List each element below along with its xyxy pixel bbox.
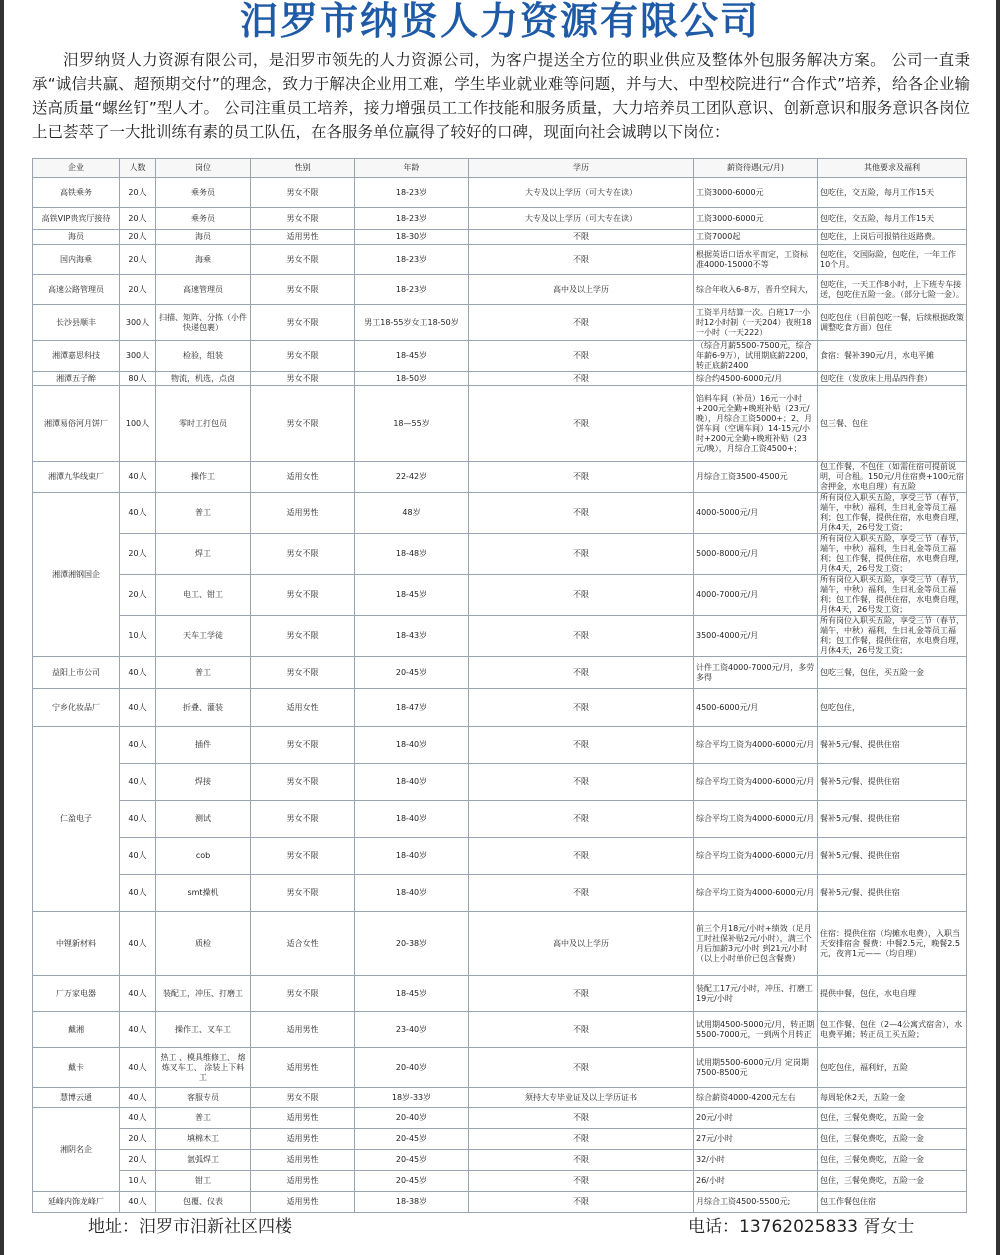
post-cell: 检验，组装 xyxy=(156,341,251,372)
salary-cell: 工资半月结算一次。白班17一小时12小时制（一天204）夜班18一小时（一天222） xyxy=(694,305,818,341)
gender-cell: 适用男性 xyxy=(251,1171,355,1192)
table-row xyxy=(33,976,967,1012)
salary-cell: 综合平均工资为4000-6000元/月 xyxy=(694,838,818,875)
table-row xyxy=(33,1129,967,1150)
gender-cell: 适用男性 xyxy=(251,1150,355,1171)
benefits-cell: 餐补5元/餐、提供住宿 xyxy=(818,801,967,838)
gender-cell: 适用女性 xyxy=(251,462,355,493)
age-cell: 18-23岁 xyxy=(355,208,469,230)
benefits-cell: 所有岗位入职买五险，享受三节（春节，端午，中秋）福利，生日礼金等员工福利；包工作餐，提供住宿，水电费自理，月休4天，26号发工资； xyxy=(818,493,967,534)
people-cell: 40人 xyxy=(120,912,156,976)
education-cell: 不限 xyxy=(469,976,694,1012)
benefits-cell: 包吃住，上岗后可报销往返路费。 xyxy=(818,230,967,245)
header-people: 人数 xyxy=(120,159,156,178)
benefits-cell: 餐补5元/餐、提供住宿 xyxy=(818,727,967,764)
education-cell: 不限 xyxy=(469,801,694,838)
table-row xyxy=(33,462,967,493)
company-cell: 戴卡 xyxy=(33,1048,120,1088)
gender-cell: 男女不限 xyxy=(251,976,355,1012)
age-cell: 22-42岁 xyxy=(355,462,469,493)
table-header-row xyxy=(33,159,967,178)
left-border xyxy=(0,0,4,1255)
people-cell: 10人 xyxy=(120,1171,156,1192)
gender-cell: 男女不限 xyxy=(251,616,355,657)
salary-cell: 综合平均工资为4000-6000元/月 xyxy=(694,801,818,838)
education-cell: 须持大专毕业证及以上学历证书 xyxy=(469,1088,694,1108)
benefits-cell: 包工作餐包住宿 xyxy=(818,1192,967,1213)
salary-cell: 27元/小时 xyxy=(694,1129,818,1150)
people-cell: 40人 xyxy=(120,801,156,838)
people-cell: 20人 xyxy=(120,178,156,208)
company-intro: 汨罗纳贤人力资源有限公司，是汨罗市领先的人力资源公司，为客户提送全方位的职业供应及整体外包服务解决方案。 公司一直秉承“诚信共赢、超预期交付”的理念，致力于解决企业用工难，学生毕业就业难等问题，并与大、中型校院进行“合作式”培养，给各企业输送高质量“螺丝钉”型人才。 公司注重员工培养，接力增强员工工作技能和服务质量，大力培养员工团队意识、创新意识和服务意识各岗位上已荟萃了一大批训练有素的员工队伍，在各服务单位赢得了较好的口碑，现面向社会诚聘以下岗位： xyxy=(32,51,970,141)
benefits-cell: 包住，三餐免费吃，五险一金 xyxy=(818,1129,967,1150)
salary-cell: 综合平均工资为4000-6000元/月 xyxy=(694,875,818,912)
benefits-cell: 每周轮休2天，五险一金 xyxy=(818,1088,967,1108)
company-cell: 长沙县顺丰 xyxy=(33,305,120,341)
age-cell: 18-40岁 xyxy=(355,801,469,838)
post-cell: 海乘 xyxy=(156,245,251,275)
table-row xyxy=(33,657,967,689)
header-gender: 性别 xyxy=(251,159,355,178)
job-table xyxy=(32,158,967,1213)
benefits-cell: 餐补5元/餐、提供住宿 xyxy=(818,875,967,912)
company-cell: 湘阴名企 xyxy=(33,1108,120,1192)
company-cell: 厂万家电器 xyxy=(33,976,120,1012)
salary-cell: 综合平均工资为4000-6000元/月 xyxy=(694,764,818,801)
header-age: 年龄 xyxy=(355,159,469,178)
table-row xyxy=(33,493,967,534)
education-cell: 不限 xyxy=(469,575,694,616)
post-cell: 普工 xyxy=(156,657,251,689)
header-salary: 薪资待遇(元/月) xyxy=(694,159,818,178)
people-cell: 20人 xyxy=(120,230,156,245)
benefits-cell: 包住，三餐免费吃，五险一金 xyxy=(818,1108,967,1129)
people-cell: 40人 xyxy=(120,838,156,875)
people-cell: 20人 xyxy=(120,534,156,575)
benefits-cell: 所有岗位入职买五险，享受三节（春节，端午，中秋）福利，生日礼金等员工福利；包工作餐，提供住宿，水电费自理，月休4天，26号发工资； xyxy=(818,575,967,616)
education-cell: 高中及以上学历 xyxy=(469,912,694,976)
right-border xyxy=(996,0,1000,1255)
education-cell: 大专及以上学历（可大专在读） xyxy=(469,208,694,230)
salary-cell: 26/小时 xyxy=(694,1171,818,1192)
gender-cell: 适用男性 xyxy=(251,493,355,534)
age-cell: 18-38岁 xyxy=(355,1192,469,1213)
gender-cell: 男女不限 xyxy=(251,1088,355,1108)
table-row xyxy=(33,1150,967,1171)
education-cell: 不限 xyxy=(469,1048,694,1088)
table-row xyxy=(33,689,967,727)
people-cell: 300人 xyxy=(120,305,156,341)
table-row xyxy=(33,801,967,838)
education-cell: 不限 xyxy=(469,764,694,801)
education-cell: 不限 xyxy=(469,341,694,372)
age-cell: 18-45岁 xyxy=(355,575,469,616)
salary-cell: 月综合工资3500-4500元 xyxy=(694,462,818,493)
people-cell: 40人 xyxy=(120,875,156,912)
company-cell: 湘潭嘉思科技 xyxy=(33,341,120,372)
benefits-cell: 提供中餐，包住，水电自理 xyxy=(818,976,967,1012)
gender-cell: 男女不限 xyxy=(251,372,355,386)
post-cell: 质检 xyxy=(156,912,251,976)
page-title: 汨罗市纳贤人力资源有限公司 xyxy=(239,0,760,43)
education-cell: 不限 xyxy=(469,1171,694,1192)
table-row xyxy=(33,275,967,305)
table-row xyxy=(33,616,967,657)
company-cell: 戴湘 xyxy=(33,1012,120,1048)
post-cell: 热工 、模具维修工、 熔炼叉车工、 涂装上下料工 xyxy=(156,1048,251,1088)
salary-cell: 4500-6000元/月 xyxy=(694,689,818,727)
company-cell: 湘潭九华线束厂 xyxy=(33,462,120,493)
gender-cell: 男女不限 xyxy=(251,875,355,912)
post-cell: 乘务员 xyxy=(156,178,251,208)
gender-cell: 男女不限 xyxy=(251,245,355,275)
education-cell: 不限 xyxy=(469,1150,694,1171)
table-row xyxy=(33,838,967,875)
salary-cell: 综合年收入6-8万，晋升空间大， xyxy=(694,275,818,305)
age-cell: 23-40岁 xyxy=(355,1012,469,1048)
people-cell: 40人 xyxy=(120,976,156,1012)
post-cell: 操作工 xyxy=(156,462,251,493)
gender-cell: 男女不限 xyxy=(251,575,355,616)
education-cell: 不限 xyxy=(469,462,694,493)
benefits-cell: 食宿：餐补390元/月，水电平摊 xyxy=(818,341,967,372)
salary-cell: 综合约4500-6000元/月 xyxy=(694,372,818,386)
people-cell: 40人 xyxy=(120,727,156,764)
post-cell: 包覆、仪表 xyxy=(156,1192,251,1213)
education-cell: 不限 xyxy=(469,875,694,912)
education-cell: 不限 xyxy=(469,372,694,386)
gender-cell: 男女不限 xyxy=(251,764,355,801)
post-cell: 折叠、灌装 xyxy=(156,689,251,727)
salary-cell: 20元/小时 xyxy=(694,1108,818,1129)
gender-cell: 男女不限 xyxy=(251,178,355,208)
age-cell: 48岁 xyxy=(355,493,469,534)
gender-cell: 适合女性 xyxy=(251,912,355,976)
header-company: 企业 xyxy=(33,159,120,178)
table-row xyxy=(33,386,967,462)
gender-cell: 男女不限 xyxy=(251,208,355,230)
benefits-cell: 包工作餐，不包住（如需住宿可提前说明，可合租。150元/月住宿费+100元宿舍押金，水电自理）有五险 xyxy=(818,462,967,493)
company-cell: 中锂新材料 xyxy=(33,912,120,976)
gender-cell: 适用男性 xyxy=(251,1012,355,1048)
post-cell: cob xyxy=(156,838,251,875)
people-cell: 40人 xyxy=(120,657,156,689)
education-cell: 不限 xyxy=(469,727,694,764)
people-cell: 20人 xyxy=(120,208,156,230)
people-cell: 20人 xyxy=(120,245,156,275)
post-cell: 零时工打包员 xyxy=(156,386,251,462)
gender-cell: 男女不限 xyxy=(251,275,355,305)
benefits-cell: 包三餐、包住 xyxy=(818,386,967,462)
salary-cell: 根据英语口语水平而定，工资标准4000-15000不等 xyxy=(694,245,818,275)
education-cell: 不限 xyxy=(469,689,694,727)
post-cell: smt操机 xyxy=(156,875,251,912)
gender-cell: 男女不限 xyxy=(251,727,355,764)
post-cell: 焊接 xyxy=(156,764,251,801)
people-cell: 40人 xyxy=(120,1012,156,1048)
salary-cell: 5000-8000元/月 xyxy=(694,534,818,575)
people-cell: 20人 xyxy=(120,1129,156,1150)
table-row xyxy=(33,1108,967,1129)
salary-cell: 4000-7000元/月 xyxy=(694,575,818,616)
education-cell: 不限 xyxy=(469,230,694,245)
people-cell: 300人 xyxy=(120,341,156,372)
age-cell: 18-23岁 xyxy=(355,275,469,305)
benefits-cell: 包吃三餐，包住，买五险一金 xyxy=(818,657,967,689)
post-cell: 物流，机选，点卤 xyxy=(156,372,251,386)
people-cell: 40人 xyxy=(120,764,156,801)
age-cell: 20-40岁 xyxy=(355,1048,469,1088)
age-cell: 18-48岁 xyxy=(355,534,469,575)
table-row xyxy=(33,178,967,208)
salary-cell: 装配工17元/小时，冲压、打磨工19元/小时 xyxy=(694,976,818,1012)
salary-cell: 工资3000-6000元 xyxy=(694,208,818,230)
benefits-cell: 包吃住，交五险，每月工作15天 xyxy=(818,208,967,230)
post-cell: 客服专员 xyxy=(156,1088,251,1108)
benefits-cell: 包吃住，交五险，每月工作15天 xyxy=(818,178,967,208)
gender-cell: 适用男性 xyxy=(251,1129,355,1150)
education-cell: 不限 xyxy=(469,1012,694,1048)
company-cell: 延峰内饰龙峰厂 xyxy=(33,1192,120,1213)
post-cell: 电工、钳工 xyxy=(156,575,251,616)
gender-cell: 适用男性 xyxy=(251,1192,355,1213)
gender-cell: 男女不限 xyxy=(251,341,355,372)
header-benefits: 其他要求及福利 xyxy=(818,159,967,178)
benefits-cell: 所有岗位入职买五险，享受三节（春节，端午，中秋）福利，生日礼金等员工福利；包工作餐，提供住宿，水电费自理，月休4天，26号发工资； xyxy=(818,534,967,575)
people-cell: 20人 xyxy=(120,1150,156,1171)
table-row xyxy=(33,875,967,912)
gender-cell: 适用女性 xyxy=(251,689,355,727)
table-row xyxy=(33,1088,967,1108)
education-cell: 不限 xyxy=(469,1129,694,1150)
people-cell: 40人 xyxy=(120,493,156,534)
salary-cell: 工资3000-6000元 xyxy=(694,178,818,208)
age-cell: 18-45岁 xyxy=(355,976,469,1012)
gender-cell: 男女不限 xyxy=(251,657,355,689)
post-cell: 天车工学徒 xyxy=(156,616,251,657)
benefits-cell: 包住，三餐免费吃，五险一金 xyxy=(818,1150,967,1171)
post-cell: 测试 xyxy=(156,801,251,838)
benefits-cell: 包工作餐、包住（2—4公寓式宿舍），水电费平摊；转正员工买五险； xyxy=(818,1012,967,1048)
post-cell: 高速管理员 xyxy=(156,275,251,305)
age-cell: 18-43岁 xyxy=(355,616,469,657)
age-cell: 20-45岁 xyxy=(355,1129,469,1150)
table-row xyxy=(33,230,967,245)
table-row xyxy=(33,1192,967,1213)
salary-cell: 前三个月18元/小时+绩效（足月工时社保补贴2元/小时），满三个月后加薪3元/小时 到21元/小时（以上小时单价已包含餐费） xyxy=(694,912,818,976)
age-cell: 18-50岁 xyxy=(355,372,469,386)
benefits-cell: 餐补5元/餐、提供住宿 xyxy=(818,838,967,875)
table-row xyxy=(33,1171,967,1192)
age-cell: 18-30岁 xyxy=(355,230,469,245)
company-cell: 湘潭易俗河月饼厂 xyxy=(33,386,120,462)
salary-cell: 32/小时 xyxy=(694,1150,818,1171)
education-cell: 大专及以上学历（可大专在读） xyxy=(469,178,694,208)
education-cell: 不限 xyxy=(469,386,694,462)
age-cell: 18-40岁 xyxy=(355,838,469,875)
header-education: 学历 xyxy=(469,159,694,178)
people-cell: 80人 xyxy=(120,372,156,386)
table-row xyxy=(33,764,967,801)
people-cell: 20人 xyxy=(120,575,156,616)
age-cell: 18-47岁 xyxy=(355,689,469,727)
age-cell: 18-40岁 xyxy=(355,727,469,764)
benefits-cell: 包吃包住（目前包吃一餐，后续根据政策调整吃食方面）包住 xyxy=(818,305,967,341)
age-cell: 18岁-33岁 xyxy=(355,1088,469,1108)
table-row xyxy=(33,341,967,372)
table-row xyxy=(33,912,967,976)
people-cell: 40人 xyxy=(120,1088,156,1108)
education-cell: 不限 xyxy=(469,657,694,689)
age-cell: 18-40岁 xyxy=(355,764,469,801)
company-cell: 仁盈电子 xyxy=(33,727,120,912)
people-cell: 40人 xyxy=(120,1048,156,1088)
age-cell: 18—55岁 xyxy=(355,386,469,462)
people-cell: 20人 xyxy=(120,275,156,305)
gender-cell: 男女不限 xyxy=(251,838,355,875)
benefits-cell: 包吃住，一天工作8小时，上下班专车接送，包吃住五险一金。（部分七险一金）。 xyxy=(818,275,967,305)
age-cell: 男工18-55岁女工18-50岁 xyxy=(355,305,469,341)
table-row xyxy=(33,534,967,575)
post-cell: 普工 xyxy=(156,493,251,534)
benefits-cell: 包吃住，交国际险，包吃住，一年工作10个月。 xyxy=(818,245,967,275)
table-row xyxy=(33,305,967,341)
company-cell: 国内海乘 xyxy=(33,245,120,275)
gender-cell: 男女不限 xyxy=(251,386,355,462)
age-cell: 18-40岁 xyxy=(355,875,469,912)
salary-cell: 综合薪资4000-4200元左右 xyxy=(694,1088,818,1108)
people-cell: 10人 xyxy=(120,616,156,657)
gender-cell: 男女不限 xyxy=(251,534,355,575)
post-cell: 氩弧焊工 xyxy=(156,1150,251,1171)
education-cell: 不限 xyxy=(469,305,694,341)
age-cell: 20-40岁 xyxy=(355,1108,469,1129)
gender-cell: 男女不限 xyxy=(251,305,355,341)
gender-cell: 男女不限 xyxy=(251,801,355,838)
company-cell: 慧博云通 xyxy=(33,1088,120,1108)
post-cell: 操作工、叉车工 xyxy=(156,1012,251,1048)
post-cell: 插件 xyxy=(156,727,251,764)
education-cell: 不限 xyxy=(469,245,694,275)
benefits-cell: 包吃包住， xyxy=(818,689,967,727)
benefits-cell: 包吃住（发放床上用品四件套） xyxy=(818,372,967,386)
age-cell: 20-38岁 xyxy=(355,912,469,976)
age-cell: 20-45岁 xyxy=(355,1150,469,1171)
gender-cell: 适用男性 xyxy=(251,1048,355,1088)
benefits-cell: 餐补5元/餐、提供住宿 xyxy=(818,764,967,801)
gender-cell: 适用男性 xyxy=(251,230,355,245)
people-cell: 40人 xyxy=(120,1108,156,1129)
table-row xyxy=(33,372,967,386)
footer-phone: 电话：13762025833 胥女士 xyxy=(688,1217,915,1237)
table-row xyxy=(33,727,967,764)
salary-cell: 试用期4500-5000元/月，转正期5500-7000元，一到两个月转正 xyxy=(694,1012,818,1048)
salary-cell: 馅料车间（补员）16元一小时+200元全勤+晚班补贴（23元/晚），月综合工资5000+；2、月饼车间（空调车间）14-15元/小时+200元全勤+晚班补贴（23元/晚），月综合工资4500+； xyxy=(694,386,818,462)
salary-cell: 3500-4000元/月 xyxy=(694,616,818,657)
education-cell: 不限 xyxy=(469,616,694,657)
post-cell: 海员 xyxy=(156,230,251,245)
age-cell: 18-45岁 xyxy=(355,341,469,372)
education-cell: 不限 xyxy=(469,534,694,575)
benefits-cell: 包住，三餐免费吃，五险一金 xyxy=(818,1171,967,1192)
age-cell: 20-45岁 xyxy=(355,1171,469,1192)
people-cell: 40人 xyxy=(120,462,156,493)
age-cell: 18-23岁 xyxy=(355,245,469,275)
post-cell: 钳工 xyxy=(156,1171,251,1192)
company-cell: 益阳上市公司 xyxy=(33,657,120,689)
age-cell: 20-45岁 xyxy=(355,657,469,689)
table-row xyxy=(33,245,967,275)
education-cell: 不限 xyxy=(469,838,694,875)
benefits-cell: 住宿：提供住宿（均摊水电费），入职当天安排宿舍 餐费：中餐2.5元，晚餐2.5元，夜宵1元——（均自理） xyxy=(818,912,967,976)
salary-cell: 工资7000起 xyxy=(694,230,818,245)
table-row xyxy=(33,1012,967,1048)
post-cell: 普工 xyxy=(156,1108,251,1129)
people-cell: 40人 xyxy=(120,1192,156,1213)
benefits-cell: 包吃包住，福利好，五险 xyxy=(818,1048,967,1088)
company-cell: 高速公路管理员 xyxy=(33,275,120,305)
company-cell: 湘潭湘钢国企 xyxy=(33,493,120,657)
education-cell: 不限 xyxy=(469,493,694,534)
education-cell: 不限 xyxy=(469,1108,694,1129)
post-cell: 焊工 xyxy=(156,534,251,575)
company-cell: 海员 xyxy=(33,230,120,245)
age-cell: 18-23岁 xyxy=(355,178,469,208)
salary-cell: 试用期5500-6000元/月 定岗期7500-8500元 xyxy=(694,1048,818,1088)
company-cell: 高铁VIP贵宾厅接待 xyxy=(33,208,120,230)
salary-cell: 4000-5000元/月 xyxy=(694,493,818,534)
table-row xyxy=(33,575,967,616)
salary-cell: （综合月薪5500-7500元，综合年薪6-9万），试用期底薪2200，转正底薪2400 xyxy=(694,341,818,372)
table-row xyxy=(33,1048,967,1088)
table-row xyxy=(33,208,967,230)
education-cell: 不限 xyxy=(469,1192,694,1213)
post-cell: 扫描、矩阵、分拣（小件快递包裹） xyxy=(156,305,251,341)
company-cell: 高铁乘务 xyxy=(33,178,120,208)
salary-cell: 综合平均工资为4000-6000元/月 xyxy=(694,727,818,764)
people-cell: 40人 xyxy=(120,689,156,727)
benefits-cell: 所有岗位入职买五险，享受三节（春节，端午，中秋）福利，生日礼金等员工福利；包工作餐，提供住宿，水电费自理，月休4天，26号发工资； xyxy=(818,616,967,657)
education-cell: 高中及以上学历 xyxy=(469,275,694,305)
gender-cell: 适用男性 xyxy=(251,1108,355,1129)
post-cell: 乘务员 xyxy=(156,208,251,230)
header-post: 岗位 xyxy=(156,159,251,178)
people-cell: 100人 xyxy=(120,386,156,462)
company-cell: 宁乡化妆品厂 xyxy=(33,689,120,727)
post-cell: 填棉木工 xyxy=(156,1129,251,1150)
salary-cell: 月综合工资4500-5500元; xyxy=(694,1192,818,1213)
salary-cell: 计件工资4000-7000元/月，多劳多得 xyxy=(694,657,818,689)
post-cell: 装配工，冲压、打磨工 xyxy=(156,976,251,1012)
company-cell: 湘潭五子醉 xyxy=(33,372,120,386)
footer-address: 地址：汨罗市汨新社区四楼 xyxy=(88,1217,292,1237)
